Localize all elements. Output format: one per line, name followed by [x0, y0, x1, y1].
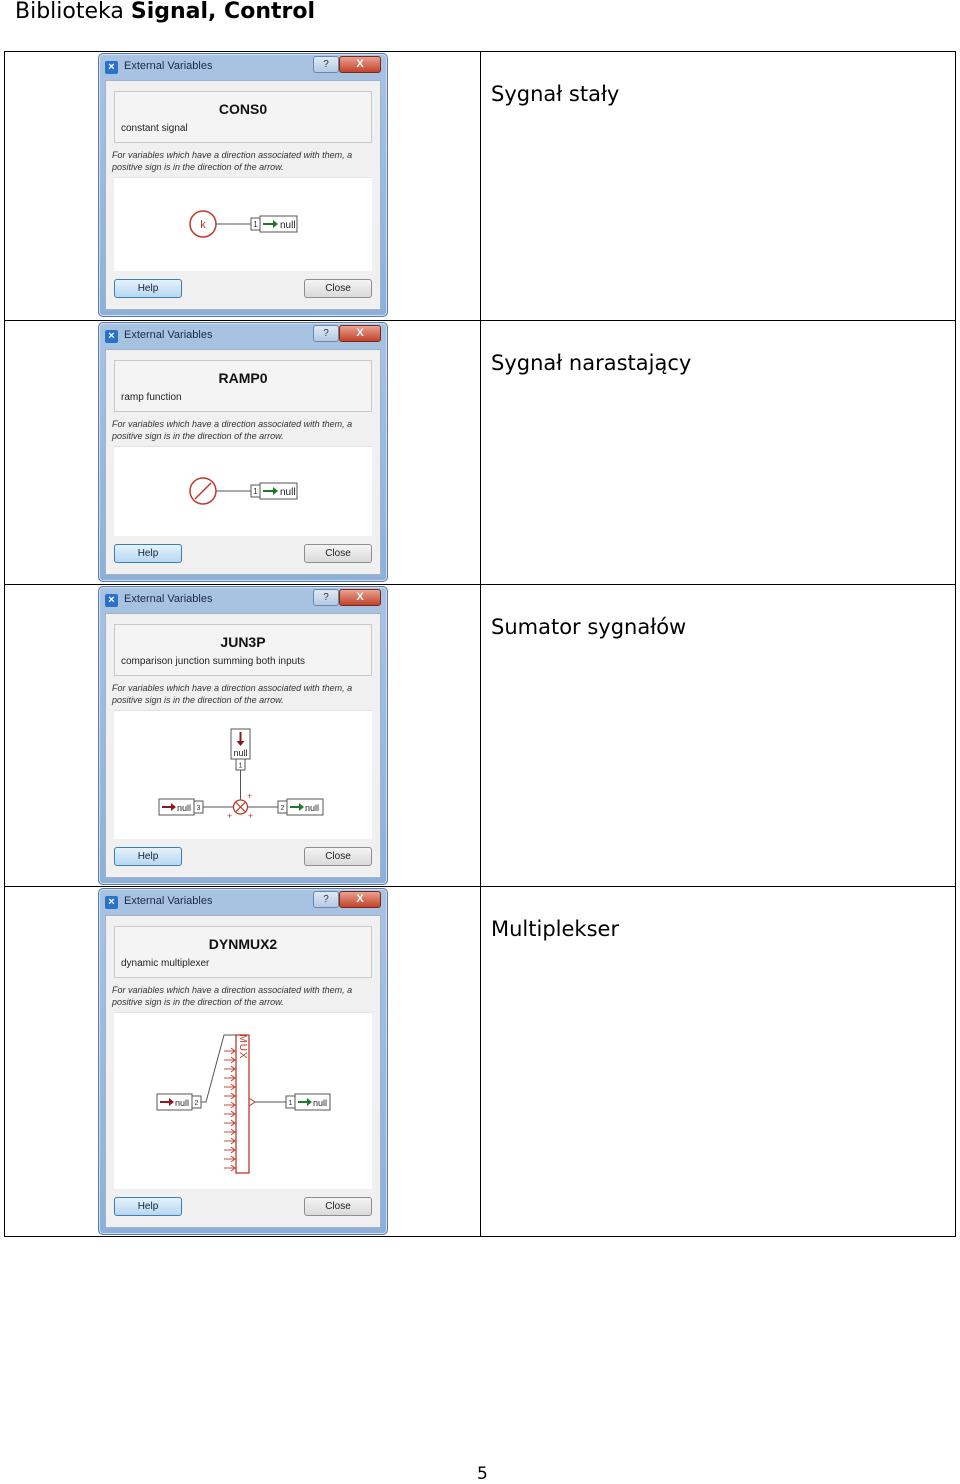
port-number: 1 — [253, 220, 258, 229]
table-row — [5, 52, 956, 321]
diagram-svg — [114, 1013, 372, 1189]
image-cell — [5, 584, 481, 887]
dialog-titlebar — [99, 587, 387, 613]
diagram-svg — [114, 178, 372, 271]
port-number: 1 — [253, 487, 258, 497]
library-table — [4, 51, 956, 1237]
help-question-button[interactable]: ? — [313, 589, 339, 606]
help-question-button[interactable]: ? — [313, 891, 339, 908]
mux-output-arrow-icon — [249, 1098, 255, 1106]
description-cell — [481, 321, 956, 584]
block-purpose: Sygnał narastający — [491, 351, 692, 376]
port-number: 1 — [288, 1100, 293, 1108]
window-title: External Variables — [124, 592, 213, 605]
port-number: 2 — [194, 1100, 199, 1108]
mux-label: MUX — [237, 1034, 248, 1061]
ramp-icon — [195, 483, 211, 499]
description-cell — [481, 887, 956, 1237]
block-diagram — [114, 1012, 372, 1189]
block-name: CONS0 — [218, 101, 268, 117]
page-number: 5 — [477, 1464, 488, 1484]
dialog-window — [98, 53, 388, 317]
page-heading — [15, 0, 315, 25]
block-diagram — [114, 177, 372, 271]
help-button[interactable]: Help — [114, 544, 182, 563]
port-label: null — [280, 220, 296, 231]
app-icon: × — [105, 61, 118, 74]
close-button[interactable]: Close — [304, 544, 372, 563]
button-row — [106, 277, 380, 301]
window-title: External Variables — [124, 60, 213, 72]
block-name: DYNMUX2 — [208, 936, 278, 953]
dialog-window — [98, 888, 388, 1235]
block-header — [114, 360, 372, 412]
direction-note: For variables which have a direction associated with them, a positive sign is in the direction of the arrow. — [112, 985, 353, 1008]
junction-sign: + — [248, 810, 254, 821]
window-title: External Variables — [124, 329, 213, 342]
port-label: null — [175, 1098, 190, 1109]
block-purpose: Multiplekser — [491, 917, 620, 942]
app-icon: × — [105, 896, 118, 909]
signal-line — [201, 1035, 236, 1102]
close-button[interactable]: Close — [304, 847, 372, 866]
window-close-button[interactable]: X — [339, 56, 381, 73]
image-cell — [5, 321, 481, 584]
image-cell — [5, 52, 481, 321]
block-purpose: Sygnał stały — [491, 82, 620, 106]
description-cell — [481, 584, 956, 887]
help-button[interactable]: Help — [114, 279, 182, 298]
direction-note: For variables which have a direction associated with them, a positive sign is in the direction of the arrow. — [112, 682, 353, 705]
close-button[interactable]: Close — [304, 279, 372, 298]
port-number: 2 — [280, 804, 285, 812]
block-description: constant signal — [121, 123, 188, 134]
block-diagram — [114, 710, 372, 839]
port-label: null — [280, 487, 296, 499]
port-label: null — [305, 802, 320, 813]
heading-bold: Signal, Control — [130, 0, 316, 24]
block-header — [114, 624, 372, 676]
block-description: dynamic multiplexer — [121, 958, 210, 970]
block-description: ramp function — [121, 392, 182, 404]
dialog-client — [105, 80, 381, 310]
help-button[interactable]: Help — [114, 1197, 182, 1216]
dialog-window — [98, 586, 388, 885]
block-diagram — [114, 446, 372, 536]
window-close-button[interactable]: X — [339, 891, 381, 908]
heading-prefix: Biblioteka — [15, 0, 124, 24]
port-label: null — [313, 1098, 328, 1109]
port-number: 1 — [238, 762, 243, 770]
junction-sign: + — [247, 790, 253, 801]
block-purpose: Sumator sygnałów — [491, 614, 687, 639]
port-label: null — [177, 802, 192, 813]
block-name: JUN3P — [220, 633, 266, 650]
dialog-window — [98, 322, 388, 582]
dialog-titlebar — [99, 323, 387, 349]
block-header — [114, 91, 372, 143]
window-close-button[interactable]: X — [339, 325, 381, 342]
diagram-svg — [114, 447, 372, 536]
table-row — [5, 321, 956, 584]
window-title: External Variables — [124, 895, 213, 908]
button-row — [106, 542, 380, 566]
block-header — [114, 926, 372, 978]
mux-input-arrows — [224, 1048, 235, 1171]
description-cell — [481, 52, 956, 321]
block-name: RAMP0 — [218, 370, 268, 387]
block-description: comparison junction summing both inputs — [121, 655, 305, 667]
help-question-button[interactable]: ? — [313, 325, 339, 342]
direction-note: For variables which have a direction associated with them, a positive sign is in the direction of the arrow. — [112, 150, 353, 172]
help-button[interactable]: Help — [114, 847, 182, 866]
window-close-button[interactable]: X — [339, 589, 381, 606]
image-cell — [5, 887, 481, 1237]
button-row — [106, 845, 380, 869]
junction-sign: + — [227, 810, 233, 821]
diagram-svg — [114, 711, 372, 839]
symbol-label: k — [200, 219, 206, 231]
app-icon: × — [105, 330, 118, 343]
port-label: null — [233, 747, 248, 758]
help-question-button[interactable]: ? — [313, 56, 339, 73]
table-row — [5, 584, 956, 887]
close-button[interactable]: Close — [304, 1197, 372, 1216]
dialog-client — [105, 915, 381, 1228]
app-icon: × — [105, 594, 118, 607]
dialog-client — [105, 349, 381, 575]
dialog-titlebar — [99, 889, 387, 915]
dialog-client — [105, 613, 381, 878]
button-row — [106, 1195, 380, 1219]
direction-note: For variables which have a direction associated with them, a positive sign is in the direction of the arrow. — [112, 419, 353, 442]
dialog-titlebar — [99, 54, 387, 80]
table-row — [5, 887, 956, 1237]
port-number: 3 — [196, 804, 201, 812]
